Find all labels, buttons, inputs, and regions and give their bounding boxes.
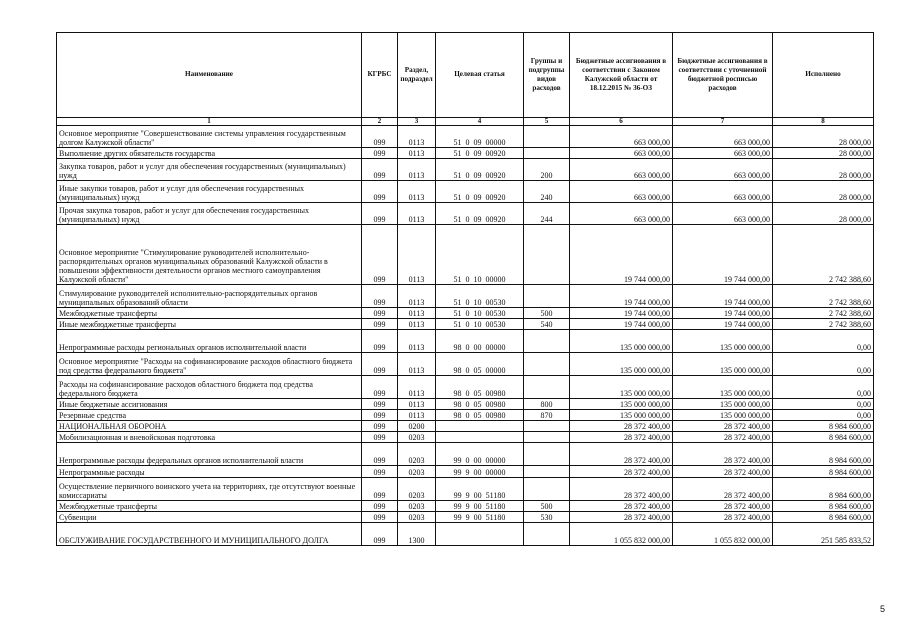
row-name: Непрограммные расходы региональных органов исполнительной власти bbox=[57, 330, 362, 353]
row-name: Основное мероприятие "Совершенствование системы управления государственным долгом Калужской области" bbox=[57, 126, 362, 148]
row-executed: 2 742 388,60 bbox=[773, 308, 874, 319]
row-budget-refined: 663 000,00 bbox=[673, 181, 773, 203]
row-name: Мобилизационная и вневойсковая подготовка bbox=[57, 432, 362, 443]
row-kgrbs: 099 bbox=[362, 148, 398, 159]
row-razdel: 0113 bbox=[398, 148, 436, 159]
row-target: 51 0 09 00920 bbox=[436, 159, 524, 181]
row-razdel: 0113 bbox=[398, 203, 436, 225]
row-executed: 0,00 bbox=[773, 330, 874, 353]
row-vid: 530 bbox=[524, 512, 570, 523]
row-vid bbox=[524, 225, 570, 285]
header-target: Целевая статья bbox=[436, 33, 524, 118]
row-target: 98 0 00 00000 bbox=[436, 330, 524, 353]
row-budget-law: 663 000,00 bbox=[570, 181, 673, 203]
row-kgrbs: 099 bbox=[362, 443, 398, 466]
row-budget-refined: 28 372 400,00 bbox=[673, 443, 773, 466]
table-row bbox=[57, 308, 874, 319]
row-target: 98 0 05 00980 bbox=[436, 376, 524, 399]
row-budget-refined: 19 744 000,00 bbox=[673, 308, 773, 319]
row-vid: 500 bbox=[524, 501, 570, 512]
table-row bbox=[57, 432, 874, 443]
row-budget-law: 28 372 400,00 bbox=[570, 443, 673, 466]
row-name: Стимулирование руководителей исполнительно-распорядительных органов муниципальных образований области bbox=[57, 285, 362, 308]
row-budget-refined: 663 000,00 bbox=[673, 126, 773, 148]
row-kgrbs: 099 bbox=[362, 319, 398, 330]
row-target: 51 0 10 00530 bbox=[436, 319, 524, 330]
row-budget-law: 19 744 000,00 bbox=[570, 225, 673, 285]
row-executed: 28 000,00 bbox=[773, 126, 874, 148]
row-budget-law: 663 000,00 bbox=[570, 126, 673, 148]
row-executed: 2 742 388,60 bbox=[773, 319, 874, 330]
row-budget-law: 663 000,00 bbox=[570, 159, 673, 181]
row-target bbox=[436, 523, 524, 546]
row-vid bbox=[524, 353, 570, 376]
row-kgrbs: 099 bbox=[362, 225, 398, 285]
table-row bbox=[57, 466, 874, 478]
table-row bbox=[57, 203, 874, 225]
row-vid bbox=[524, 330, 570, 353]
page-number: 5 bbox=[880, 604, 886, 614]
row-budget-law: 28 372 400,00 bbox=[570, 432, 673, 443]
row-name: Межбюджетные трансферты bbox=[57, 308, 362, 319]
row-budget-refined: 135 000 000,00 bbox=[673, 399, 773, 410]
row-budget-law: 663 000,00 bbox=[570, 203, 673, 225]
row-vid bbox=[524, 126, 570, 148]
table-row bbox=[57, 478, 874, 501]
row-target: 99 9 00 51180 bbox=[436, 512, 524, 523]
row-budget-refined: 28 372 400,00 bbox=[673, 466, 773, 478]
row-name: Межбюджетные трансферты bbox=[57, 501, 362, 512]
table-row bbox=[57, 353, 874, 376]
row-kgrbs: 099 bbox=[362, 523, 398, 546]
header-kgrbs: КГРБС bbox=[362, 33, 398, 118]
table-row bbox=[57, 148, 874, 159]
row-budget-law: 1 055 832 000,00 bbox=[570, 523, 673, 546]
table-row bbox=[57, 319, 874, 330]
row-budget-law: 135 000 000,00 bbox=[570, 376, 673, 399]
row-executed: 8 984 600,00 bbox=[773, 466, 874, 478]
row-budget-law: 28 372 400,00 bbox=[570, 421, 673, 432]
header-razdel: Раздел, подраздел bbox=[398, 33, 436, 118]
row-target: 51 0 09 00000 bbox=[436, 126, 524, 148]
row-target: 99 9 00 51180 bbox=[436, 501, 524, 512]
row-razdel: 0113 bbox=[398, 353, 436, 376]
header-name: Наименование bbox=[57, 33, 362, 118]
row-vid bbox=[524, 421, 570, 432]
row-budget-law: 28 372 400,00 bbox=[570, 466, 673, 478]
row-target: 98 0 05 00980 bbox=[436, 399, 524, 410]
row-vid: 500 bbox=[524, 308, 570, 319]
header-executed: Исполнено bbox=[773, 33, 874, 118]
table-row bbox=[57, 421, 874, 432]
row-budget-refined: 19 744 000,00 bbox=[673, 285, 773, 308]
row-name: Основное мероприятие "Стимулирование руководителей исполнительно-распорядительных органов муниципальных образований Калужской области в повышении эффективности деятельности органов местного самоуправления Калужской области" bbox=[57, 225, 362, 285]
row-budget-refined: 663 000,00 bbox=[673, 203, 773, 225]
row-name: Иные бюджетные ассигнования bbox=[57, 399, 362, 410]
row-kgrbs: 099 bbox=[362, 376, 398, 399]
row-executed: 28 000,00 bbox=[773, 159, 874, 181]
column-number: 4 bbox=[436, 118, 524, 126]
table-row bbox=[57, 126, 874, 148]
row-name: Непрограммные расходы федеральных органов исполнительной власти bbox=[57, 443, 362, 466]
row-target bbox=[436, 421, 524, 432]
row-executed: 8 984 600,00 bbox=[773, 432, 874, 443]
row-executed: 0,00 bbox=[773, 376, 874, 399]
row-kgrbs: 099 bbox=[362, 159, 398, 181]
row-executed: 0,00 bbox=[773, 353, 874, 376]
row-target bbox=[436, 432, 524, 443]
row-name: Закупка товаров, работ и услуг для обеспечения государственных (муниципальных) нужд bbox=[57, 159, 362, 181]
row-vid: 240 bbox=[524, 181, 570, 203]
row-vid bbox=[524, 285, 570, 308]
row-executed: 2 742 388,60 bbox=[773, 225, 874, 285]
row-name: Прочая закупка товаров, работ и услуг для обеспечения государственных (муниципальных) нужд bbox=[57, 203, 362, 225]
row-vid: 870 bbox=[524, 410, 570, 421]
row-razdel: 0113 bbox=[398, 308, 436, 319]
row-budget-law: 28 372 400,00 bbox=[570, 512, 673, 523]
row-name: Субвенции bbox=[57, 512, 362, 523]
row-razdel: 0200 bbox=[398, 421, 436, 432]
row-budget-refined: 663 000,00 bbox=[673, 148, 773, 159]
row-name: ОБСЛУЖИВАНИЕ ГОСУДАРСТВЕННОГО И МУНИЦИПАЛЬНОГО ДОЛГА bbox=[57, 523, 362, 546]
row-target: 51 0 10 00530 bbox=[436, 308, 524, 319]
table-body bbox=[57, 126, 874, 546]
column-number: 2 bbox=[362, 118, 398, 126]
row-target: 98 0 05 00000 bbox=[436, 353, 524, 376]
column-number: 6 bbox=[570, 118, 673, 126]
row-vid bbox=[524, 376, 570, 399]
row-vid bbox=[524, 432, 570, 443]
row-target: 99 9 00 51180 bbox=[436, 478, 524, 501]
row-budget-refined: 28 372 400,00 bbox=[673, 421, 773, 432]
row-executed: 8 984 600,00 bbox=[773, 478, 874, 501]
row-kgrbs: 099 bbox=[362, 478, 398, 501]
row-budget-law: 663 000,00 bbox=[570, 148, 673, 159]
row-target: 51 0 09 00920 bbox=[436, 181, 524, 203]
header-budget-law: Бюджетные ассигнования в соответствии с Законом Калужской области от 18.12.2015 № 36-ОЗ bbox=[570, 33, 673, 118]
row-kgrbs: 099 bbox=[362, 181, 398, 203]
header-budget-refined: Бюджетные ассигнования в соответствии с уточненной бюджетной росписью расходов bbox=[673, 33, 773, 118]
row-name: Иные закупки товаров, работ и услуг для обеспечения государственных (муниципальных) нужд bbox=[57, 181, 362, 203]
row-kgrbs: 099 bbox=[362, 330, 398, 353]
header-groups: Группы и подгруппы видов расходов bbox=[524, 33, 570, 118]
row-kgrbs: 099 bbox=[362, 203, 398, 225]
table-row bbox=[57, 399, 874, 410]
row-razdel: 0203 bbox=[398, 443, 436, 466]
row-name: Осуществление первичного воинского учета на территориях, где отсутствуют военные комиссариаты bbox=[57, 478, 362, 501]
row-kgrbs: 099 bbox=[362, 285, 398, 308]
row-vid bbox=[524, 466, 570, 478]
table-row bbox=[57, 410, 874, 421]
row-name: НАЦИОНАЛЬНАЯ ОБОРОНА bbox=[57, 421, 362, 432]
row-budget-refined: 663 000,00 bbox=[673, 159, 773, 181]
row-razdel: 0203 bbox=[398, 432, 436, 443]
row-name: Расходы на софинансирование расходов областного бюджета под средства федерального бюджета bbox=[57, 376, 362, 399]
row-vid bbox=[524, 478, 570, 501]
table-row bbox=[57, 285, 874, 308]
budget-table-sheet bbox=[56, 32, 874, 546]
row-razdel: 0113 bbox=[398, 159, 436, 181]
row-kgrbs: 099 bbox=[362, 432, 398, 443]
column-number: 7 bbox=[673, 118, 773, 126]
column-number: 1 bbox=[57, 118, 362, 126]
row-name: Основное мероприятие "Расходы на софинансирование расходов областного бюджета под средства федерального бюджета" bbox=[57, 353, 362, 376]
row-budget-refined: 135 000 000,00 bbox=[673, 376, 773, 399]
table-row bbox=[57, 159, 874, 181]
table-row bbox=[57, 376, 874, 399]
row-budget-refined: 135 000 000,00 bbox=[673, 410, 773, 421]
table-row bbox=[57, 501, 874, 512]
row-budget-law: 19 744 000,00 bbox=[570, 308, 673, 319]
table-row bbox=[57, 523, 874, 546]
row-vid bbox=[524, 523, 570, 546]
header-row bbox=[57, 33, 874, 118]
row-budget-law: 19 744 000,00 bbox=[570, 285, 673, 308]
row-target: 51 0 10 00000 bbox=[436, 225, 524, 285]
row-budget-law: 19 744 000,00 bbox=[570, 319, 673, 330]
row-budget-law: 135 000 000,00 bbox=[570, 353, 673, 376]
row-executed: 0,00 bbox=[773, 399, 874, 410]
row-name: Резервные средства bbox=[57, 410, 362, 421]
table-row bbox=[57, 512, 874, 523]
column-number-row bbox=[57, 118, 874, 126]
row-executed: 28 000,00 bbox=[773, 203, 874, 225]
row-razdel: 0113 bbox=[398, 319, 436, 330]
table-row bbox=[57, 225, 874, 285]
row-kgrbs: 099 bbox=[362, 308, 398, 319]
row-razdel: 0113 bbox=[398, 285, 436, 308]
row-executed: 0,00 bbox=[773, 410, 874, 421]
row-kgrbs: 099 bbox=[362, 410, 398, 421]
row-budget-law: 28 372 400,00 bbox=[570, 478, 673, 501]
row-target: 51 0 09 00920 bbox=[436, 148, 524, 159]
column-number: 3 bbox=[398, 118, 436, 126]
row-executed: 28 000,00 bbox=[773, 148, 874, 159]
row-budget-refined: 28 372 400,00 bbox=[673, 512, 773, 523]
row-razdel: 0203 bbox=[398, 478, 436, 501]
table-row bbox=[57, 330, 874, 353]
row-budget-refined: 135 000 000,00 bbox=[673, 330, 773, 353]
row-budget-refined: 19 744 000,00 bbox=[673, 225, 773, 285]
row-budget-law: 135 000 000,00 bbox=[570, 330, 673, 353]
column-number: 8 bbox=[773, 118, 874, 126]
row-name: Непрограммные расходы bbox=[57, 466, 362, 478]
table-row bbox=[57, 443, 874, 466]
row-target: 98 0 05 00980 bbox=[436, 410, 524, 421]
row-executed: 251 585 833,52 bbox=[773, 523, 874, 546]
row-executed: 8 984 600,00 bbox=[773, 421, 874, 432]
row-kgrbs: 099 bbox=[362, 501, 398, 512]
row-razdel: 0113 bbox=[398, 126, 436, 148]
row-kgrbs: 099 bbox=[362, 512, 398, 523]
budget-table bbox=[56, 32, 874, 546]
row-name: Иные межбюджетные трансферты bbox=[57, 319, 362, 330]
row-kgrbs: 099 bbox=[362, 126, 398, 148]
row-vid: 200 bbox=[524, 159, 570, 181]
column-number: 5 bbox=[524, 118, 570, 126]
row-budget-law: 28 372 400,00 bbox=[570, 501, 673, 512]
row-budget-refined: 28 372 400,00 bbox=[673, 478, 773, 501]
row-target: 51 0 09 00920 bbox=[436, 203, 524, 225]
row-executed: 2 742 388,60 bbox=[773, 285, 874, 308]
row-razdel: 0113 bbox=[398, 376, 436, 399]
row-razdel: 0113 bbox=[398, 225, 436, 285]
table-row bbox=[57, 181, 874, 203]
row-executed: 8 984 600,00 bbox=[773, 512, 874, 523]
row-razdel: 0203 bbox=[398, 466, 436, 478]
row-kgrbs: 099 bbox=[362, 399, 398, 410]
row-razdel: 0113 bbox=[398, 181, 436, 203]
row-razdel: 0113 bbox=[398, 410, 436, 421]
row-razdel: 0113 bbox=[398, 330, 436, 353]
row-kgrbs: 099 bbox=[362, 466, 398, 478]
row-budget-refined: 19 744 000,00 bbox=[673, 319, 773, 330]
row-razdel: 1300 bbox=[398, 523, 436, 546]
row-name: Выполнение других обязательств государства bbox=[57, 148, 362, 159]
row-vid bbox=[524, 148, 570, 159]
row-target: 99 0 00 00000 bbox=[436, 443, 524, 466]
row-executed: 28 000,00 bbox=[773, 181, 874, 203]
row-budget-law: 135 000 000,00 bbox=[570, 410, 673, 421]
row-budget-refined: 135 000 000,00 bbox=[673, 353, 773, 376]
row-kgrbs: 099 bbox=[362, 353, 398, 376]
row-executed: 8 984 600,00 bbox=[773, 443, 874, 466]
row-razdel: 0113 bbox=[398, 399, 436, 410]
row-vid: 244 bbox=[524, 203, 570, 225]
row-budget-refined: 1 055 832 000,00 bbox=[673, 523, 773, 546]
row-razdel: 0203 bbox=[398, 512, 436, 523]
row-vid bbox=[524, 443, 570, 466]
row-budget-law: 135 000 000,00 bbox=[570, 399, 673, 410]
row-vid: 540 bbox=[524, 319, 570, 330]
row-vid: 800 bbox=[524, 399, 570, 410]
row-razdel: 0203 bbox=[398, 501, 436, 512]
row-budget-refined: 28 372 400,00 bbox=[673, 432, 773, 443]
row-budget-refined: 28 372 400,00 bbox=[673, 501, 773, 512]
row-target: 51 0 10 00530 bbox=[436, 285, 524, 308]
row-target: 99 9 00 00000 bbox=[436, 466, 524, 478]
row-kgrbs: 099 bbox=[362, 421, 398, 432]
row-executed: 8 984 600,00 bbox=[773, 501, 874, 512]
